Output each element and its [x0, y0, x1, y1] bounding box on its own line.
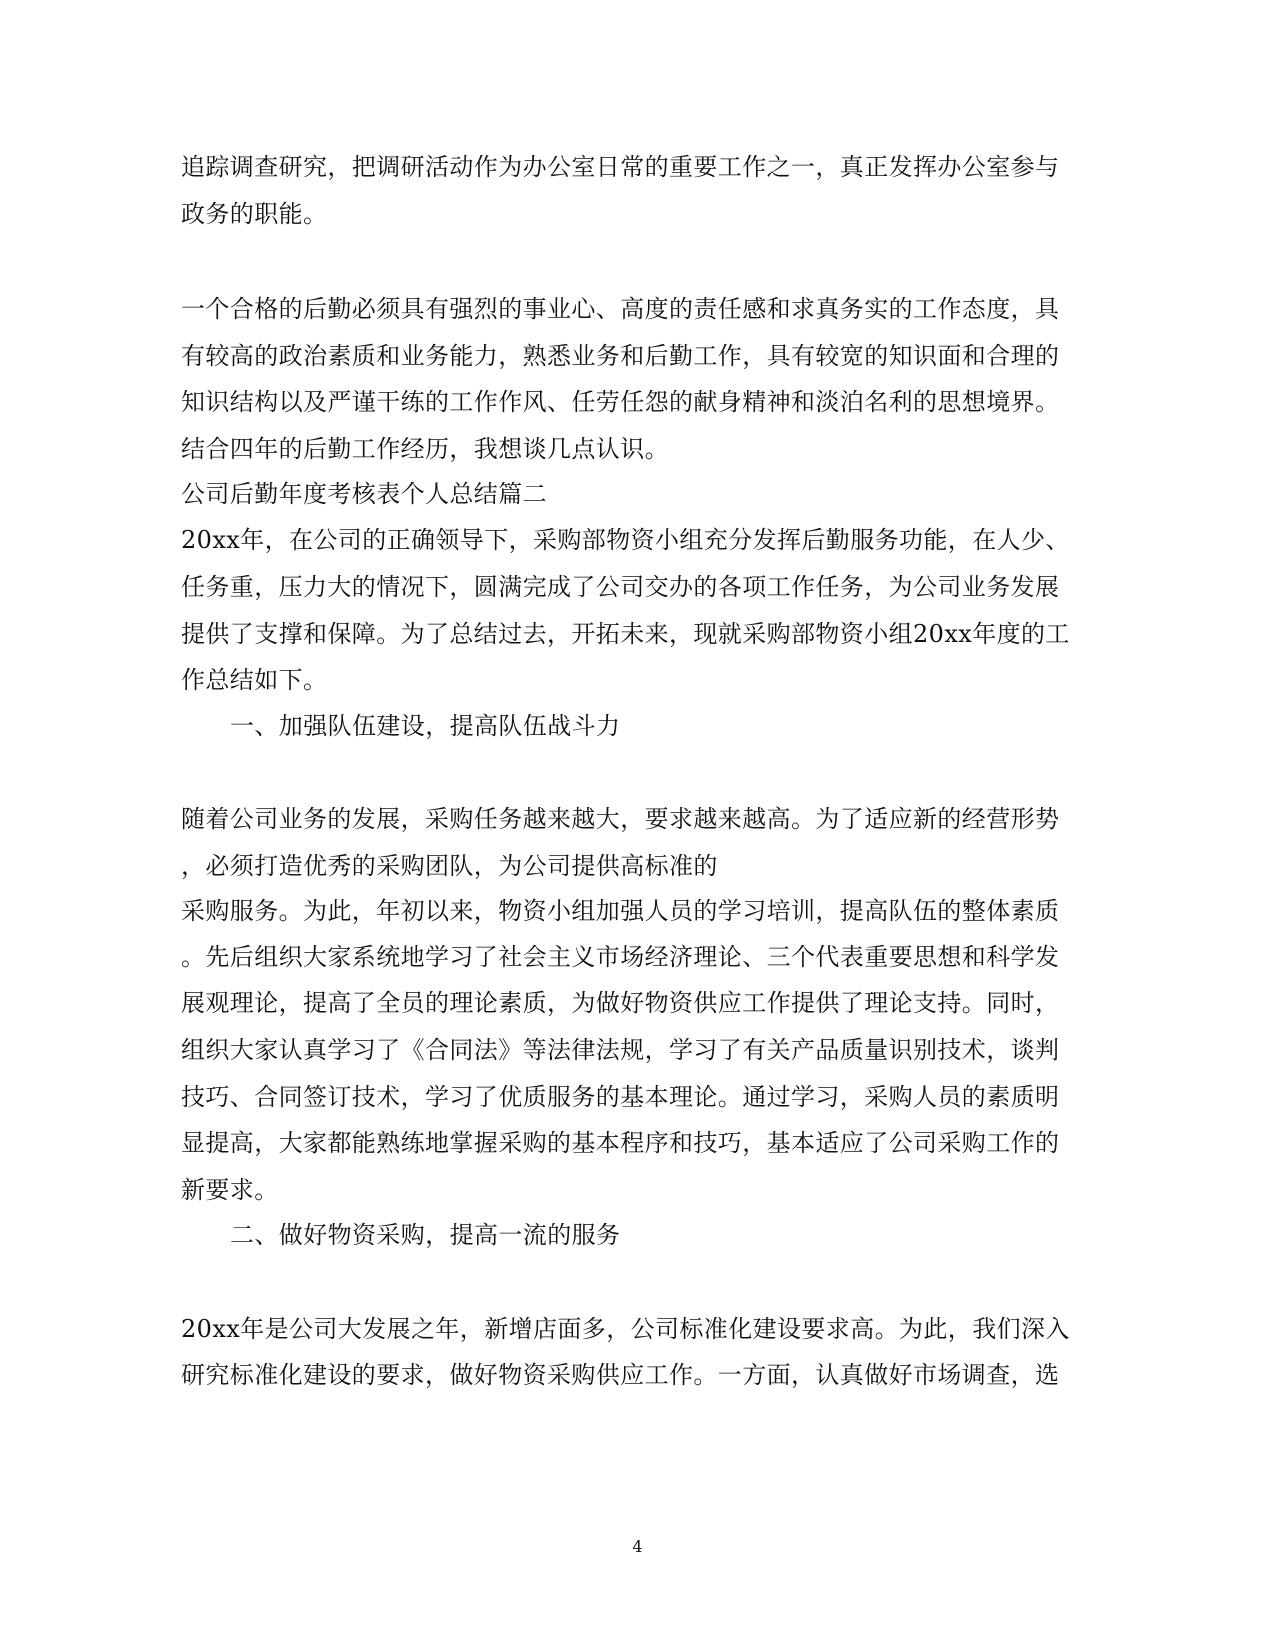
- text-line: 研究标准化建设的要求，做好物资采购供应工作。一方面，认真做好市场调查，选: [181, 1361, 1060, 1389]
- text-line: ，必须打造优秀的采购团队，为公司提供高标准的: [181, 852, 718, 880]
- text-line: 展观理论，提高了全员的理论素质，为做好物资供应工作提供了理论支持。同时，: [181, 989, 1060, 1017]
- text-line: 政务的职能。: [181, 200, 328, 228]
- text-line: 有较高的政治素质和业务能力，熟悉业务和后勤工作，具有较宽的知识面和合理的: [181, 342, 1060, 370]
- subheading: 一、加强队伍建设，提高队伍战斗力: [230, 712, 621, 740]
- page-number: 4: [632, 1537, 643, 1556]
- text-line: 提供了支撑和保障。为了总结过去，开拓未来，现就采购部物资小组20xx年度的工: [181, 620, 1070, 648]
- text-line: 显提高，大家都能熟练地掌握采购的基本程序和技巧，基本适应了公司采购工作的: [181, 1129, 1060, 1157]
- text-line: 结合四年的后勤工作经历，我想谈几点认识。: [181, 435, 669, 463]
- text-line: 知识结构以及严谨干练的工作作风、任劳任怨的献身精神和淡泊名利的思想境界。: [181, 388, 1060, 416]
- text-line: 组织大家认真学习了《合同法》等法律法规，学习了有关产品质量识别技术，谈判: [181, 1036, 1060, 1064]
- text-line: 技巧、合同签订技术，学习了优质服务的基本理论。通过学习，采购人员的素质明: [181, 1083, 1060, 1111]
- text-line: 随着公司业务的发展，采购任务越来越大，要求越来越高。为了适应新的经营形势: [181, 805, 1060, 833]
- subheading: 二、做好物资采购，提高一流的服务: [230, 1221, 621, 1249]
- text-line: 。先后组织大家系统地学习了社会主义市场经济理论、三个代表重要思想和科学发: [181, 943, 1060, 971]
- text-line: 一个合格的后勤必须具有强烈的事业心、高度的责任感和求真务实的工作态度，具: [181, 295, 1060, 323]
- text-line: 采购服务。为此，年初以来，物资小组加强人员的学习培训，提高队伍的整体素质: [181, 897, 1060, 925]
- text-line: 新要求。: [181, 1176, 279, 1204]
- text-line: 任务重，压力大的情况下，圆满完成了公司交办的各项工作任务，为公司业务发展: [181, 573, 1060, 601]
- text-line: 20xx年，在公司的正确领导下，采购部物资小组充分发挥后勤服务功能，在人少、: [181, 526, 1070, 554]
- text-line: 追踪调查研究，把调研活动作为办公室日常的重要工作之一，真正发挥办公室参与: [181, 153, 1060, 181]
- section-heading: 公司后勤年度考核表个人总结篇二: [181, 480, 547, 508]
- text-line: 作总结如下。: [181, 666, 328, 694]
- text-line: 20xx年是公司大发展之年，新增店面多，公司标准化建设要求高。为此，我们深入: [181, 1315, 1070, 1343]
